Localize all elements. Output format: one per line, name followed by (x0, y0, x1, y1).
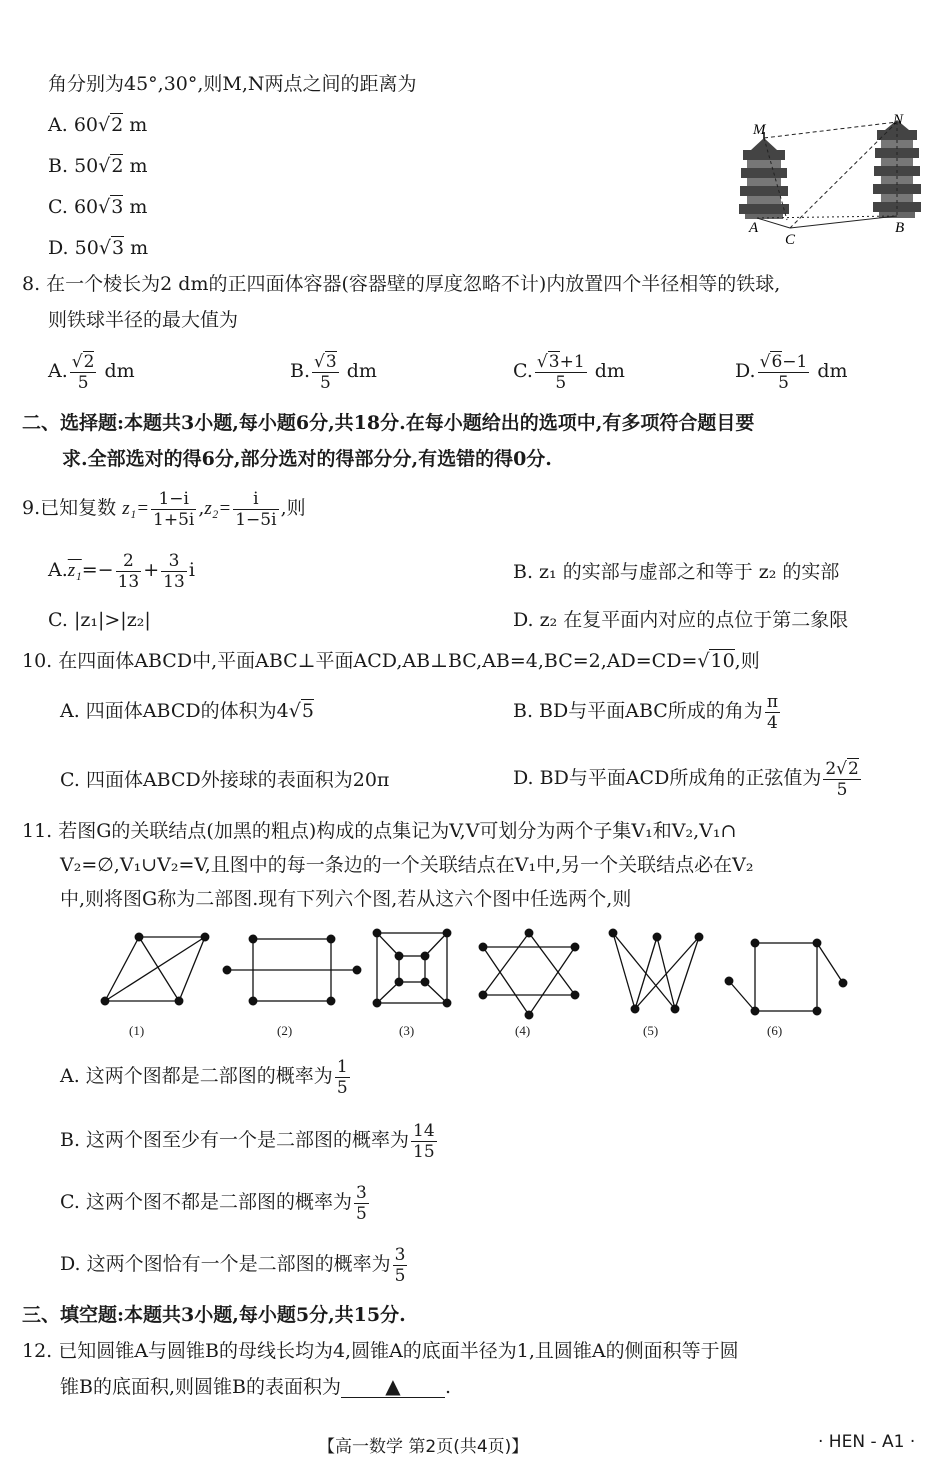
section-2-heading-cont: 求.全部选对的得6分,部分选对的得部分分,有选错的得0分. (62, 448, 552, 470)
q9-option-b: B. z₁ 的实部与虚部之和等于 z₂ 的实部 (513, 561, 840, 583)
q7-option-c: C. 60√3 m (48, 196, 148, 218)
q10-option-c: C. 四面体ABCD外接球的表面积为20π (60, 769, 390, 791)
label-m: M (753, 122, 766, 138)
q7-option-b: B. 50√2 m (48, 155, 148, 177)
label-b: B (895, 220, 905, 236)
graph-3 (373, 929, 451, 1007)
q11-option-c: C. 这两个图不都是二部图的概率为 $\frac{3}{5}$ (60, 1182, 367, 1224)
graph-2 (223, 935, 361, 1005)
q7-option-a: A. 60√2 m (48, 114, 148, 136)
q7-stem-tail: 角分别为45°,30°,则M,N两点之间的距离为 (48, 73, 417, 95)
q7-option-d: D. 50√3 m (48, 237, 149, 259)
q9-option-d: D. z₂ 在复平面内对应的点位于第二象限 (513, 609, 849, 631)
graph-1 (101, 933, 209, 1005)
pagoda-left-icon (739, 132, 789, 219)
graph-label-3: (3) (399, 1023, 415, 1038)
label-a: A (749, 220, 759, 236)
q7-pagoda-figure (735, 110, 925, 250)
q12-line2: 锥B的底面积,则圆锥B的表面积为 ▲ . (60, 1374, 452, 1398)
q11-line3: 中,则将图G称为二部图.现有下列六个图,若从这六个图中任选两个,则 (60, 888, 632, 910)
section-2-heading: 二、选择题:本题共3小题,每小题6分,共18分.在每小题给出的选项中,有多项符合题目要 (22, 412, 755, 434)
footer-code: · HEN - A1 · (818, 1432, 916, 1452)
q9-stem: 9.已知复数 z₁= $\frac{1-i}{1+5i}$ ,z₂= $\frac{i}{1-5i}$ ,则 (22, 488, 306, 530)
q8-line1: 8. 在一个棱长为2 dm的正四面体容器(容器壁的厚度忽略不计)内放置四个半径相等的铁球, (22, 273, 781, 295)
q8-option-b: B. $\frac{√3}{5}$ dm (290, 351, 377, 393)
graph-label-2: (2) (277, 1023, 293, 1038)
q9-option-c: C. |z₁|>|z₂| (48, 609, 151, 631)
q11-line2: V₂=∅,V₁∪V₂=V,且图中的每一条边的一个关联结点在V₁中,另一个关联结点必在V₂ (60, 854, 754, 876)
label-c: C (785, 232, 796, 248)
q11-line1: 11. 若图G的关联结点(加黑的粗点)构成的点集记为V,V可划分为两个子集V₁和V₂,V₁∩ (22, 820, 737, 842)
q11-option-d: D. 这两个图恰有一个是二部图的概率为 $\frac{3}{5}$ (60, 1244, 406, 1286)
graph-label-5: (5) (643, 1023, 659, 1038)
q12-answer-blank[interactable]: ▲ (341, 1375, 445, 1398)
footer-page-info: 【高一数学 第2页(共4页)】 (318, 1437, 529, 1457)
graph-6 (725, 939, 847, 1015)
q9-option-a: A.z₁=− $\frac{2}{13}$ + $\frac{3}{13}$ i (48, 550, 195, 592)
q11-option-a: A. 这两个图都是二部图的概率为 $\frac{1}{5}$ (60, 1056, 348, 1098)
q10-option-b: B. BD与平面ABC所成的角为 $\frac{\pi}{4}$ (513, 691, 778, 733)
q8-option-c: C. $\frac{√3+1}{5}$ dm (513, 351, 625, 393)
graph-5 (609, 929, 703, 1013)
graph-4 (479, 929, 579, 1019)
section-3-heading: 三、填空题:本题共3小题,每小题5分,共15分. (22, 1304, 406, 1326)
graph-label-4: (4) (515, 1023, 531, 1038)
q8-option-a: A. $\frac{√2}{5}$ dm (48, 351, 135, 393)
q10-option-a: A. 四面体ABCD的体积为4√5 (60, 700, 314, 722)
q11-option-b: B. 这两个图至少有一个是二部图的概率为 $\frac{14}{15}$ (60, 1120, 435, 1162)
graph-label-1: (1) (129, 1023, 145, 1038)
label-n: N (893, 112, 904, 128)
q10-option-d: D. BD与平面ACD所成角的正弦值为 $\frac{2√2}{5}$ (513, 758, 859, 800)
q12-line1: 12. 已知圆锥A与圆锥B的母线长均为4,圆锥A的底面半径为1,且圆锥A的侧面积等于圆 (22, 1340, 739, 1362)
q11-graphs-figure (95, 925, 865, 1045)
graph-label-6: (6) (767, 1023, 783, 1038)
q10-stem: 10. 在四面体ABCD中,平面ABC⊥平面ACD,AB⊥BC,AB=4,BC=2,AD=CD=√10,则 (22, 650, 760, 672)
q8-line2: 则铁球半径的最大值为 (48, 309, 239, 331)
q8-option-d: D. $\frac{√6-1}{5}$ dm (735, 351, 848, 393)
